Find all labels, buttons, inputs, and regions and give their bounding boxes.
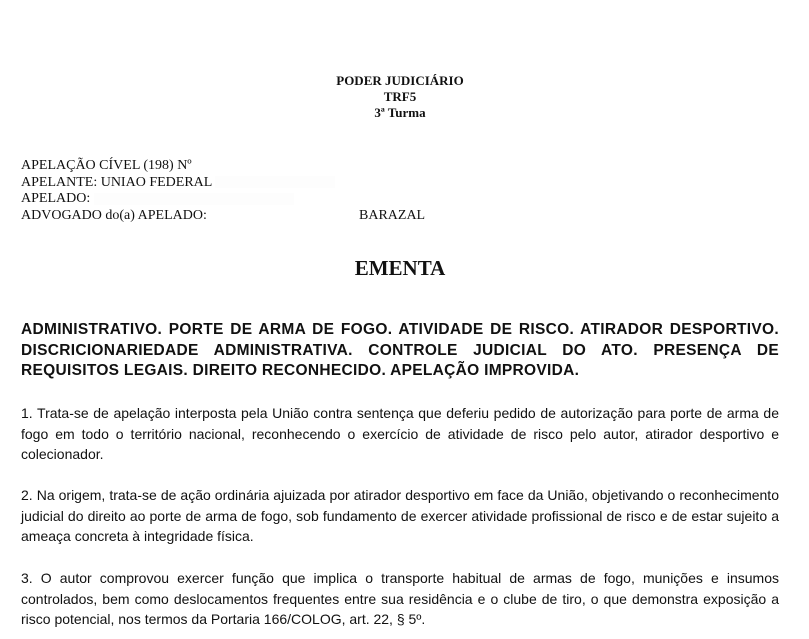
ementa-heading: ADMINISTRATIVO. PORTE DE ARMA DE FOGO. ATIVIDADE DE RISCO. ATIRADOR DESPORTIVO. DISCRICIONARIEDADE ADMINISTRATIVA. CONTROLE JUDICIAL DO ATO. PRESENÇA DE REQUISITOS LEGAIS. DIREITO RECONHECIDO. APELAÇÃO IMPROVIDA. <box>21 321 779 379</box>
paragraph-3: 3. O autor comprovou exercer função que implica o transporte habitual de armas de fogo, munições e insumos controlados, bem como deslocamentos frequentes entre sua residência e o clube de tiro, o que demonstra exposição a risco potencial, nos termos da Portaria 166/COLOG, art. 22, § 5º. <box>21 570 779 627</box>
redacted-block <box>215 176 335 188</box>
case-number-row <box>21 158 335 175</box>
paragraph-2: 2. Na origem, trata-se de ação ordinária ajuizada por atirador desportivo em face da União, objetivando o reconhecimento judicial do direito ao porte de arma de fogo, sob fundamento de exercer atividade profissional de risco e de estar sujeito a ameaça concreta à integridade física. <box>21 487 779 544</box>
appellee-label: APELADO: <box>21 191 91 206</box>
case-number-label: APELAÇÃO CÍVEL (198) Nº <box>21 158 192 173</box>
case-metadata <box>21 158 426 224</box>
court-panel: 3ª Turma <box>374 105 426 120</box>
court-region: TRF5 <box>383 89 417 104</box>
lawyer-surname: BARAZAL <box>359 207 426 223</box>
appellant-label: APELANTE: UNIAO FEDERAL <box>21 174 212 190</box>
court-name: PODER JUDICIÁRIO <box>336 73 464 88</box>
appellant-row <box>21 175 335 192</box>
lawyer-label: ADVOGADO do(a) APELADO: <box>21 207 207 223</box>
section-title: EMENTA <box>354 256 446 280</box>
document-header <box>0 73 800 121</box>
appellee-row <box>21 191 335 208</box>
lawyer-row <box>21 207 426 225</box>
redacted-block <box>94 193 294 205</box>
paragraph-1: 1. Trata-se de apelação interposta pela União contra sentença que deferiu pedido de autorização para porte de arma de fogo em todo o território nacional, reconhecendo o exercício de atividade de risco pelo autor, atirador desportivo e colecionador. <box>21 405 779 462</box>
